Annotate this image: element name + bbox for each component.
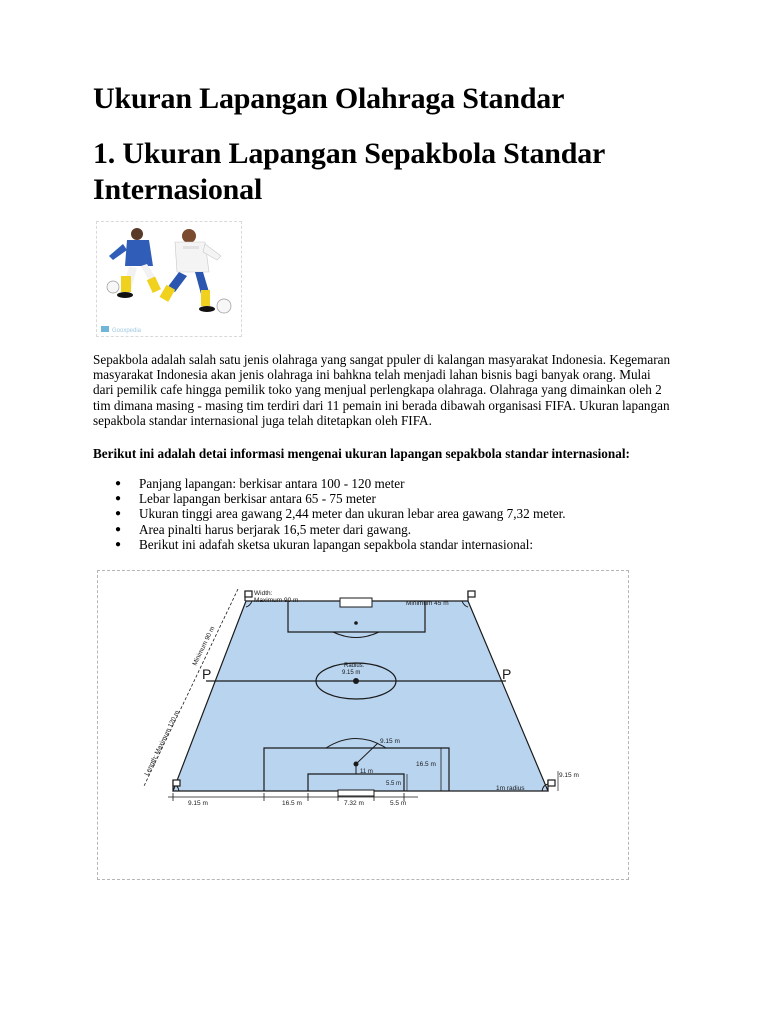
goal-area-depth-label: 5.5 m — [386, 781, 402, 787]
halfway-flag-left: P — [202, 666, 212, 682]
list-item — [93, 506, 566, 521]
list-intro: Berikut ini adalah detai informasi mengenai ukuran lapangan sepakbola standar internasional: — [93, 446, 630, 461]
pitch-surface — [173, 601, 548, 791]
soccer-players-illustration — [97, 222, 241, 336]
corner-915-label: 9.15 m — [559, 772, 579, 779]
arc-915-label: 9.15 m — [380, 738, 400, 745]
min90-label: Minimum 90 m — [191, 625, 217, 667]
list-item-text: Berikut ini adafah sketsa ukuran lapangan sepakbola standar internasional: — [139, 536, 534, 552]
bottom-732-label: 7.32 m — [344, 800, 364, 807]
intro-paragraph: Sepakbola adalah salah satu jenis olahraga yang sangat ppuler di kalangan masyarakat Indonesia. Kegemaran masyarakat Indonesia akan jenis olahraga ini bahkna telah menjadi lahan bisnis bagi banyak orang. Mulai dari pemilik cafe hingga pemilik toko yang menjual perlengkapa olahraga. Olahraga yang dimainkan oleh 2 tim dimana masing - masing tim terdiri dari 11 pemain ini berada dibawah organisasi FIFA. Ukuran lapangan sepakbola standar internasional juga telah ditetapkan oleh FIFA. — [93, 352, 671, 428]
min45-label: Minimum 45 m — [406, 600, 449, 607]
section-heading: 1. Ukuran Lapangan Sepakbola Standar Internasional — [93, 137, 605, 206]
photo-caption: Gooxpedia — [112, 328, 142, 334]
length-max-label: Length: Maximum 120 m — [143, 709, 182, 777]
center-spot — [353, 678, 359, 684]
list-item-text: Lebar lapangan berkisar antara 65 - 75 meter — [139, 491, 376, 507]
bottom-165-label: 16.5 m — [282, 800, 302, 807]
soccer-players-photo — [96, 221, 242, 337]
corner-radius-label: 1m radius — [496, 785, 525, 792]
size-list — [93, 476, 566, 552]
top-goal — [340, 598, 372, 607]
penalty-depth-label: 16.5 m — [416, 761, 436, 768]
penalty-spot-label: 11 m — [360, 769, 373, 775]
list-item — [93, 491, 566, 506]
bullet-icon: ● — [115, 493, 122, 505]
radius-value: 9.15 m — [342, 670, 361, 676]
bottom-goal — [338, 790, 374, 796]
bullet-icon: ● — [115, 508, 122, 520]
list-item — [93, 537, 566, 552]
list-item-text: Area pinalti harus berjarak 16,5 meter dari gawang. — [139, 521, 412, 537]
width-label: Width: — [254, 590, 273, 597]
list-item — [93, 522, 566, 537]
pitch-diagram-frame — [97, 570, 629, 880]
list-item — [93, 476, 566, 491]
bullet-icon: ● — [115, 523, 122, 535]
list-item-text: Ukuran tinggi area gawang 2,44 meter dan ukuran lebar area gawang 7,32 meter. — [139, 506, 566, 522]
bottom-55-label: 5.5 m — [390, 800, 407, 807]
radius-label: Radius: — [344, 663, 365, 669]
bullet-icon: ● — [115, 538, 122, 550]
halfway-flag-right: P — [502, 666, 512, 682]
football-pitch-diagram — [98, 571, 628, 879]
width-max-label: Maximum 90 m — [254, 597, 299, 604]
bullet-icon: ● — [115, 478, 122, 489]
bottom-915-label: 9.15 m — [188, 800, 208, 807]
page-title: Ukuran Lapangan Olahraga Standar — [93, 82, 565, 115]
top-penalty-spot — [354, 621, 358, 625]
list-item-text: Panjang lapangan: berkisar antara 100 - 120 meter — [139, 476, 405, 491]
